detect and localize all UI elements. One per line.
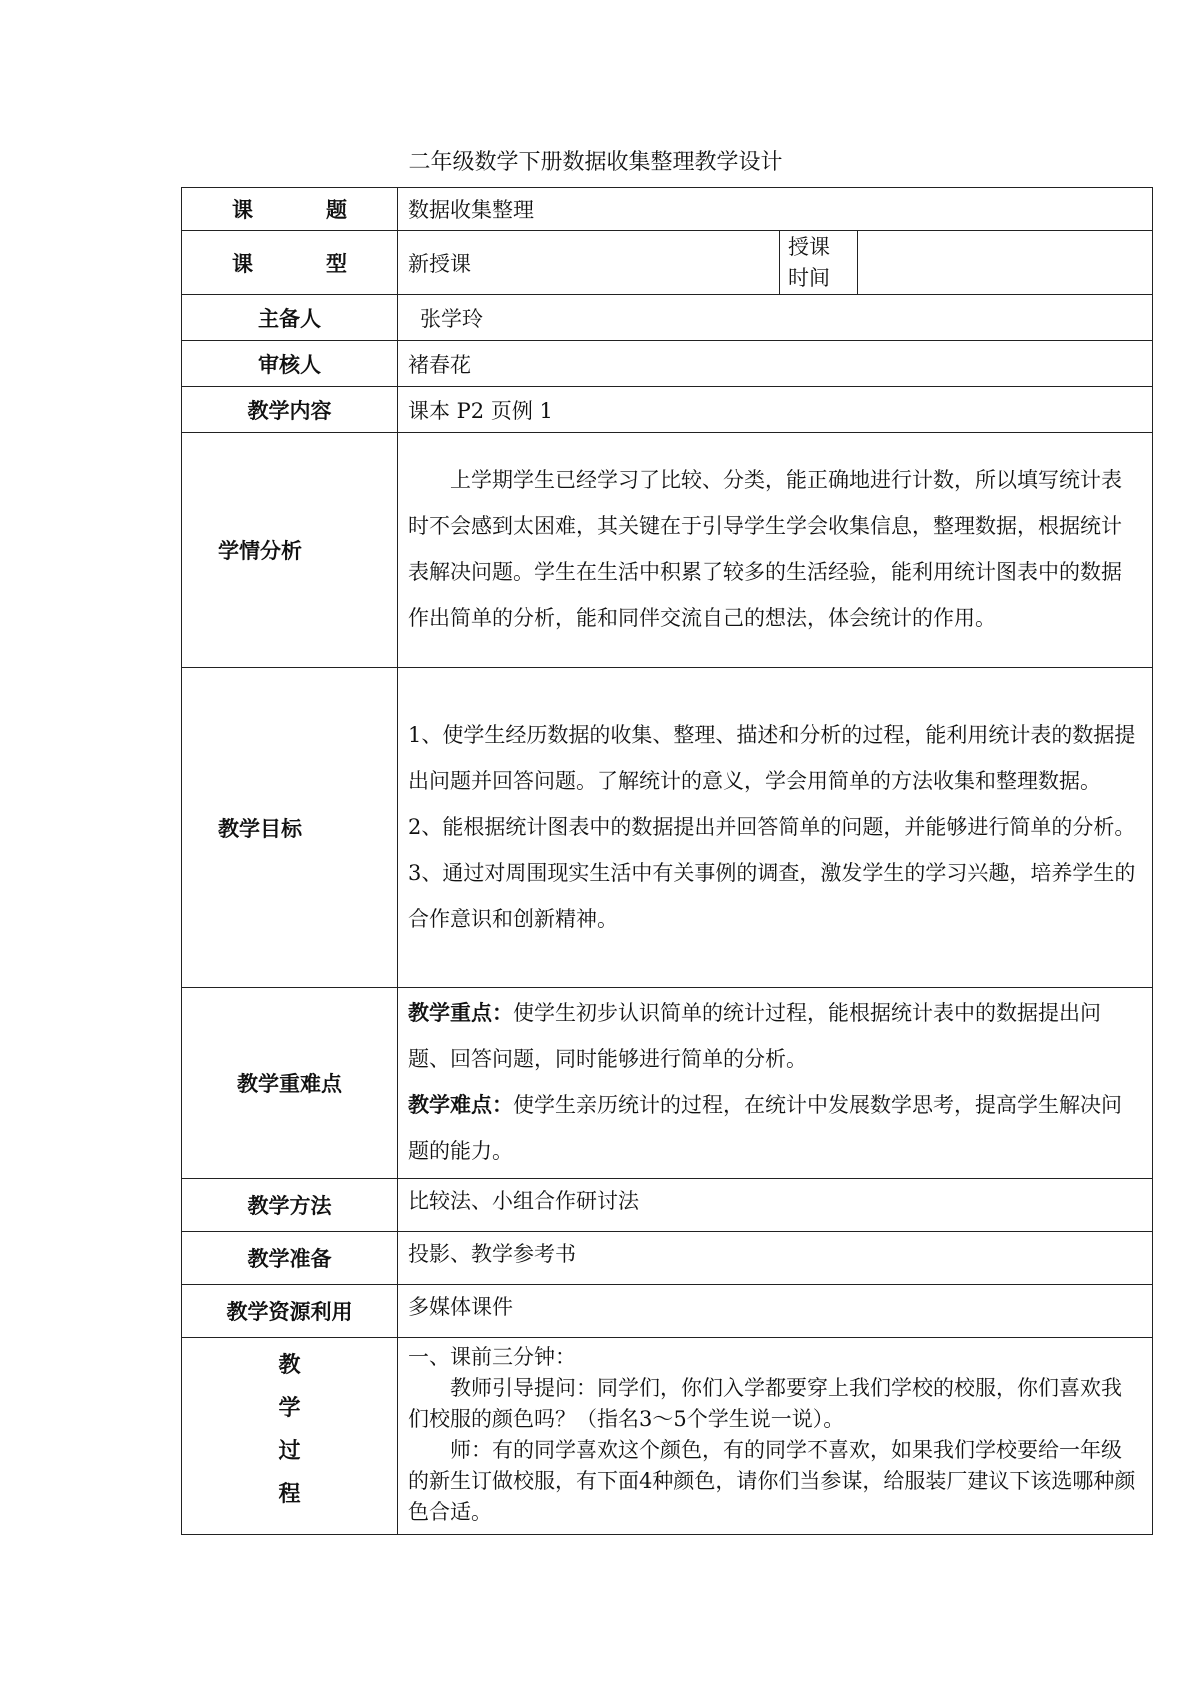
row-topic: [182, 188, 1153, 231]
preparation-value: 投影、教学参考书: [398, 1232, 1153, 1285]
row-method: [182, 1179, 1153, 1232]
reviewer-label: 审核人: [182, 341, 398, 387]
goals-cell: [398, 668, 1153, 988]
reviewer-value: 褚春花: [398, 341, 1153, 387]
difficult-point-paragraph: [408, 1082, 1142, 1174]
process-label-char: 过: [278, 1439, 301, 1464]
key-point-paragraph: [408, 990, 1142, 1082]
analysis-text: 上学期学生已经学习了比较、分类，能正确地进行计数，所以填写统计表时不会感到太困难，其关键在于引导学生学会收集信息，整理数据，根据统计表解决问题。学生在生活中积累了较多的生活经验，能利用统计图表中的数据作出简单的分析，能和同伴交流自己的想法，体会统计的作用。: [408, 468, 1122, 630]
difficult-point-text: 使学生亲历统计的过程，在统计中发展数学思考，提高学生解决问题的能力。: [408, 1093, 1122, 1163]
difficult-point-label: 教学难点：: [408, 1092, 513, 1117]
topic-label: 课 题: [182, 188, 398, 231]
row-reviewer: [182, 341, 1153, 387]
analysis-cell: [398, 433, 1153, 668]
row-preparer: [182, 295, 1153, 341]
document-title: 二年级数学下册数据收集整理教学设计: [408, 150, 783, 175]
key-point-text: 使学生初步认识简单的统计过程，能根据统计表中的数据提出问题、回答问题，同时能够进行简单的分析。: [408, 1001, 1101, 1071]
method-label: 教学方法: [182, 1179, 398, 1232]
preparation-label: 教学准备: [182, 1232, 398, 1285]
goals-label: 教学目标: [182, 668, 398, 988]
content-label: 教学内容: [182, 387, 398, 433]
type-value: 新授课: [398, 231, 780, 295]
process-cell: [398, 1338, 1153, 1535]
class-time-label: [780, 231, 858, 295]
goal-item: 1、使学生经历数据的收集、整理、描述和分析的过程，能利用统计表的数据提出问题并回答问题。了解统计的意义，学会用简单的方法收集和整理数据。: [408, 722, 1136, 793]
process-label-char: 程: [278, 1482, 301, 1507]
class-time-label-line2: 时间: [788, 265, 830, 290]
class-time-value: [858, 231, 1153, 295]
process-label-char: 学: [278, 1396, 301, 1421]
key-point-label: 教学重点：: [408, 1000, 513, 1025]
resources-label: 教学资源利用: [182, 1285, 398, 1338]
row-goals: [182, 668, 1153, 988]
key-points-cell: [398, 988, 1153, 1179]
row-resources: [182, 1285, 1153, 1338]
process-label: [182, 1338, 398, 1535]
goal-item: 3、通过对周围现实生活中有关事例的调查，激发学生的学习兴趣，培养学生的合作意识和创新精神。: [408, 860, 1136, 931]
row-preparation: [182, 1232, 1153, 1285]
method-value: 比较法、小组合作研讨法: [398, 1179, 1153, 1232]
process-paragraph: 师：有的同学喜欢这个颜色，有的同学不喜欢，如果我们学校要给一年级的新生订做校服，有下面4种颜色，请你们当参谋，给服装厂建议下该选哪种颜色合适。: [408, 1438, 1136, 1524]
key-points-label: 教学重难点: [182, 988, 398, 1179]
content-value: 课本 P2 页例 1: [398, 387, 1153, 433]
process-heading: 一、课前三分钟：: [408, 1345, 576, 1369]
goal-item: 2、能根据统计图表中的数据提出并回答简单的问题，并能够进行简单的分析。: [408, 814, 1136, 839]
row-key-points: [182, 988, 1153, 1179]
preparer-label: 主备人: [182, 295, 398, 341]
lesson-plan-table: [181, 187, 1153, 1535]
analysis-label: 学情分析: [182, 433, 398, 668]
resources-value: 多媒体课件: [398, 1285, 1153, 1338]
preparer-value: 张学玲: [398, 295, 1153, 341]
type-label: 课 型: [182, 231, 398, 295]
process-label-char: 教: [278, 1353, 301, 1378]
row-content: [182, 387, 1153, 433]
row-process: [182, 1338, 1153, 1535]
process-paragraph: 教师引导提问：同学们，你们入学都要穿上我们学校的校服，你们喜欢我们校服的颜色吗？（指名3～5个学生说一说）。: [408, 1376, 1122, 1431]
class-time-label-line1: 授课: [788, 234, 830, 259]
row-analysis: [182, 433, 1153, 668]
row-type: [182, 231, 1153, 295]
topic-value: 数据收集整理: [398, 188, 1153, 231]
